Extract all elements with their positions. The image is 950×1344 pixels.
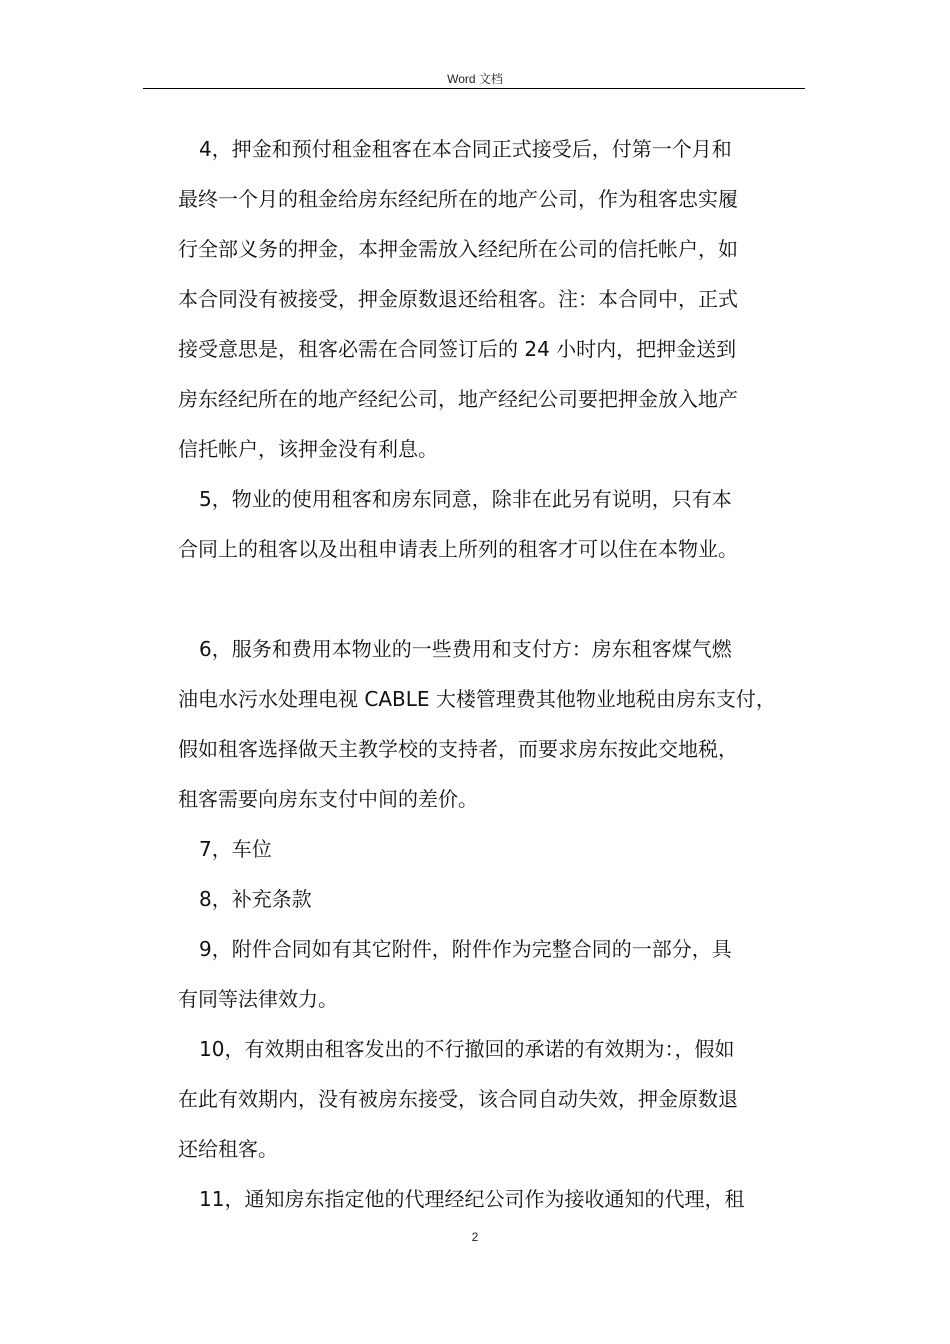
paragraph-line: 8，补充条款	[199, 887, 312, 911]
paragraph-line: 5，物业的使用租客和房东同意，除非在此另有说明，只有本	[199, 487, 732, 511]
paragraph-line: 租客需要向房东支付中间的差价。	[178, 787, 478, 811]
page-number: 2	[471, 1230, 479, 1244]
paragraph-gap	[178, 574, 818, 624]
paragraph-line: 6，服务和费用本物业的一些费用和支付方：房东租客煤气燃	[199, 637, 732, 661]
paragraph-line: 9，附件合同如有其它附件，附件作为完整合同的一部分，具	[199, 937, 732, 961]
paragraph-line: 假如租客选择做天主教学校的支持者，而要求房东按此交地税，	[178, 737, 738, 761]
paragraph-line: 11，通知房东指定他的代理经纪公司作为接收通知的代理，租	[199, 1187, 745, 1211]
paragraph-line: 7，车位	[199, 837, 272, 861]
paragraph-line: 行全部义务的押金，本押金需放入经纪所在公司的信托帐户，如	[178, 237, 738, 261]
header-rule	[143, 88, 805, 89]
paragraph-line: 接受意思是，租客必需在合同签订后的 24 小时内，把押金送到	[178, 337, 737, 361]
paragraph-line: 油电水污水处理电视 CABLE 大楼管理费其他物业地税由房东支付，	[178, 687, 776, 711]
paragraph-line: 有同等法律效力。	[178, 987, 338, 1011]
paragraph-line: 在此有效期内，没有被房东接受，该合同自动失效，押金原数退	[178, 1087, 738, 1111]
paragraph-line: 4，押金和预付租金租客在本合同正式接受后，付第一个月和	[199, 137, 732, 161]
paragraph-line: 信托帐户，该押金没有利息。	[178, 437, 438, 461]
paragraph-line: 本合同没有被接受，押金原数退还给租客。注：本合同中，正式	[178, 287, 738, 311]
paragraph-line: 房东经纪所在的地产经纪公司，地产经纪公司要把押金放入地产	[178, 387, 738, 411]
page-header: Word 文档	[447, 72, 503, 86]
paragraph-line: 合同上的租客以及出租申请表上所列的租客才可以住在本物业。	[178, 537, 738, 561]
document-body	[178, 124, 818, 1224]
paragraph-line: 还给租客。	[178, 1137, 278, 1161]
paragraph-line: 10，有效期由租客发出的不行撤回的承诺的有效期为：，假如	[199, 1037, 735, 1061]
paragraph-line: 最终一个月的租金给房东经纪所在的地产公司，作为租客忠实履	[178, 187, 738, 211]
